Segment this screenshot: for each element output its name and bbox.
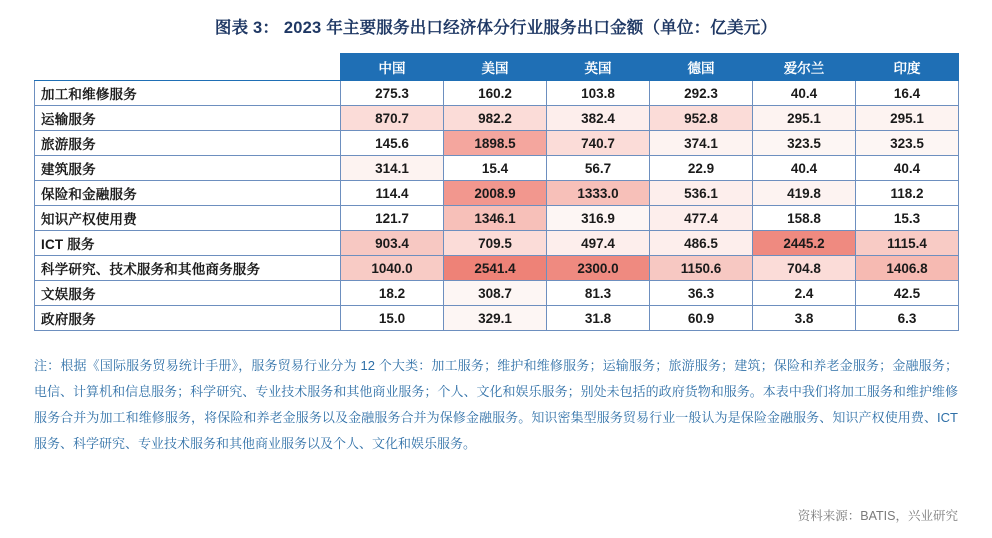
row-label: 保险和金融服务 <box>35 181 341 206</box>
table-cell: 323.5 <box>753 131 856 156</box>
table-cell: 81.3 <box>547 281 650 306</box>
column-header: 美国 <box>444 54 547 81</box>
table-cell: 982.2 <box>444 106 547 131</box>
table-cell: 15.0 <box>341 306 444 331</box>
table-cell: 704.8 <box>753 256 856 281</box>
source-label: 资料来源：BATIS，兴业研究 <box>797 509 958 523</box>
table-header-row <box>35 54 959 81</box>
row-label: 运输服务 <box>35 106 341 131</box>
table-row <box>35 231 959 256</box>
table-cell: 36.3 <box>650 281 753 306</box>
table-cell: 374.1 <box>650 131 753 156</box>
table-cell: 15.3 <box>856 206 959 231</box>
table-cell: 40.4 <box>753 156 856 181</box>
table-cell: 145.6 <box>341 131 444 156</box>
table-row <box>35 181 959 206</box>
column-header: 中国 <box>341 54 444 81</box>
table-cell: 477.4 <box>650 206 753 231</box>
row-label: 文娱服务 <box>35 281 341 306</box>
table-cell: 382.4 <box>547 106 650 131</box>
table-cell: 22.9 <box>650 156 753 181</box>
table-cell: 1406.8 <box>856 256 959 281</box>
table-cell: 2300.0 <box>547 256 650 281</box>
table-cell: 295.1 <box>753 106 856 131</box>
column-header: 英国 <box>547 54 650 81</box>
table-cell: 60.9 <box>650 306 753 331</box>
table-cell: 2541.4 <box>444 256 547 281</box>
table-cell: 1115.4 <box>856 231 959 256</box>
table-cell: 40.4 <box>753 81 856 106</box>
table-cell: 275.3 <box>341 81 444 106</box>
table-cell: 295.1 <box>856 106 959 131</box>
table-row <box>35 156 959 181</box>
column-header: 爱尔兰 <box>753 54 856 81</box>
table-corner-cell <box>35 54 341 81</box>
table-cell: 158.8 <box>753 206 856 231</box>
row-label: 科学研究、技术服务和其他商务服务 <box>35 256 341 281</box>
table-cell: 16.4 <box>856 81 959 106</box>
table-cell: 40.4 <box>856 156 959 181</box>
table-row <box>35 256 959 281</box>
table-cell: 329.1 <box>444 306 547 331</box>
table-cell: 903.4 <box>341 231 444 256</box>
table-row <box>35 281 959 306</box>
table-cell: 56.7 <box>547 156 650 181</box>
table-cell: 2008.9 <box>444 181 547 206</box>
table-cell: 536.1 <box>650 181 753 206</box>
table-cell: 308.7 <box>444 281 547 306</box>
table-cell: 121.7 <box>341 206 444 231</box>
table-row <box>35 306 959 331</box>
table-cell: 18.2 <box>341 281 444 306</box>
table-cell: 292.3 <box>650 81 753 106</box>
table-cell: 160.2 <box>444 81 547 106</box>
table-cell: 31.8 <box>547 306 650 331</box>
table-row <box>35 206 959 231</box>
table-cell: 42.5 <box>856 281 959 306</box>
row-label: 加工和维修服务 <box>35 81 341 106</box>
table-body <box>35 81 959 331</box>
page-title: 图表 3： 2023 年主要服务出口经济体分行业服务出口金额（单位：亿美元） <box>214 19 778 37</box>
table-cell: 1346.1 <box>444 206 547 231</box>
table-cell: 103.8 <box>547 81 650 106</box>
table-cell: 486.5 <box>650 231 753 256</box>
table-cell: 114.4 <box>341 181 444 206</box>
table-cell: 952.8 <box>650 106 753 131</box>
table-cell: 870.7 <box>341 106 444 131</box>
table-cell: 2445.2 <box>753 231 856 256</box>
table-header <box>35 54 959 81</box>
row-label: 旅游服务 <box>35 131 341 156</box>
table-row <box>35 131 959 156</box>
table-cell: 1040.0 <box>341 256 444 281</box>
table-cell: 740.7 <box>547 131 650 156</box>
table-row <box>35 81 959 106</box>
column-header: 德国 <box>650 54 753 81</box>
row-label: 知识产权使用费 <box>35 206 341 231</box>
row-label: 政府服务 <box>35 306 341 331</box>
row-label: 建筑服务 <box>35 156 341 181</box>
table-row <box>35 106 959 131</box>
table-cell: 323.5 <box>856 131 959 156</box>
row-label: ICT 服务 <box>35 231 341 256</box>
services-export-table <box>34 53 959 331</box>
table-cell: 316.9 <box>547 206 650 231</box>
table-cell: 15.4 <box>444 156 547 181</box>
table-cell: 1333.0 <box>547 181 650 206</box>
table-cell: 1150.6 <box>650 256 753 281</box>
table-cell: 118.2 <box>856 181 959 206</box>
table-cell: 3.8 <box>753 306 856 331</box>
table-cell: 2.4 <box>753 281 856 306</box>
table-cell: 314.1 <box>341 156 444 181</box>
table-cell: 709.5 <box>444 231 547 256</box>
table-cell: 497.4 <box>547 231 650 256</box>
table-cell: 1898.5 <box>444 131 547 156</box>
table-note: 注：根据《国际服务贸易统计手册》，服务贸易行业分为 12 个大类：加工服务；维护和维修服务；运输服务；旅游服务；建筑；保险和养老金服务；金融服务；电信、计算机和信息服务；科学研究、专业技术服务和其他商业服务；个人、文化和娱乐服务；别处未包括的政府货物和服务。本表中我们将加工服务和维护维修服务合并为加工和维修服务，将保险和养老金服务以及金融服务合并为保修金融服务。知识密集型服务贸易行业一般认为是保险金融服务、知识产权使用费、ICT 服务、科学研究、专业技术服务和其他商业服务以及个人、文化和娱乐服务。 <box>34 358 958 452</box>
table-cell: 6.3 <box>856 306 959 331</box>
column-header: 印度 <box>856 54 959 81</box>
table-cell: 419.8 <box>753 181 856 206</box>
